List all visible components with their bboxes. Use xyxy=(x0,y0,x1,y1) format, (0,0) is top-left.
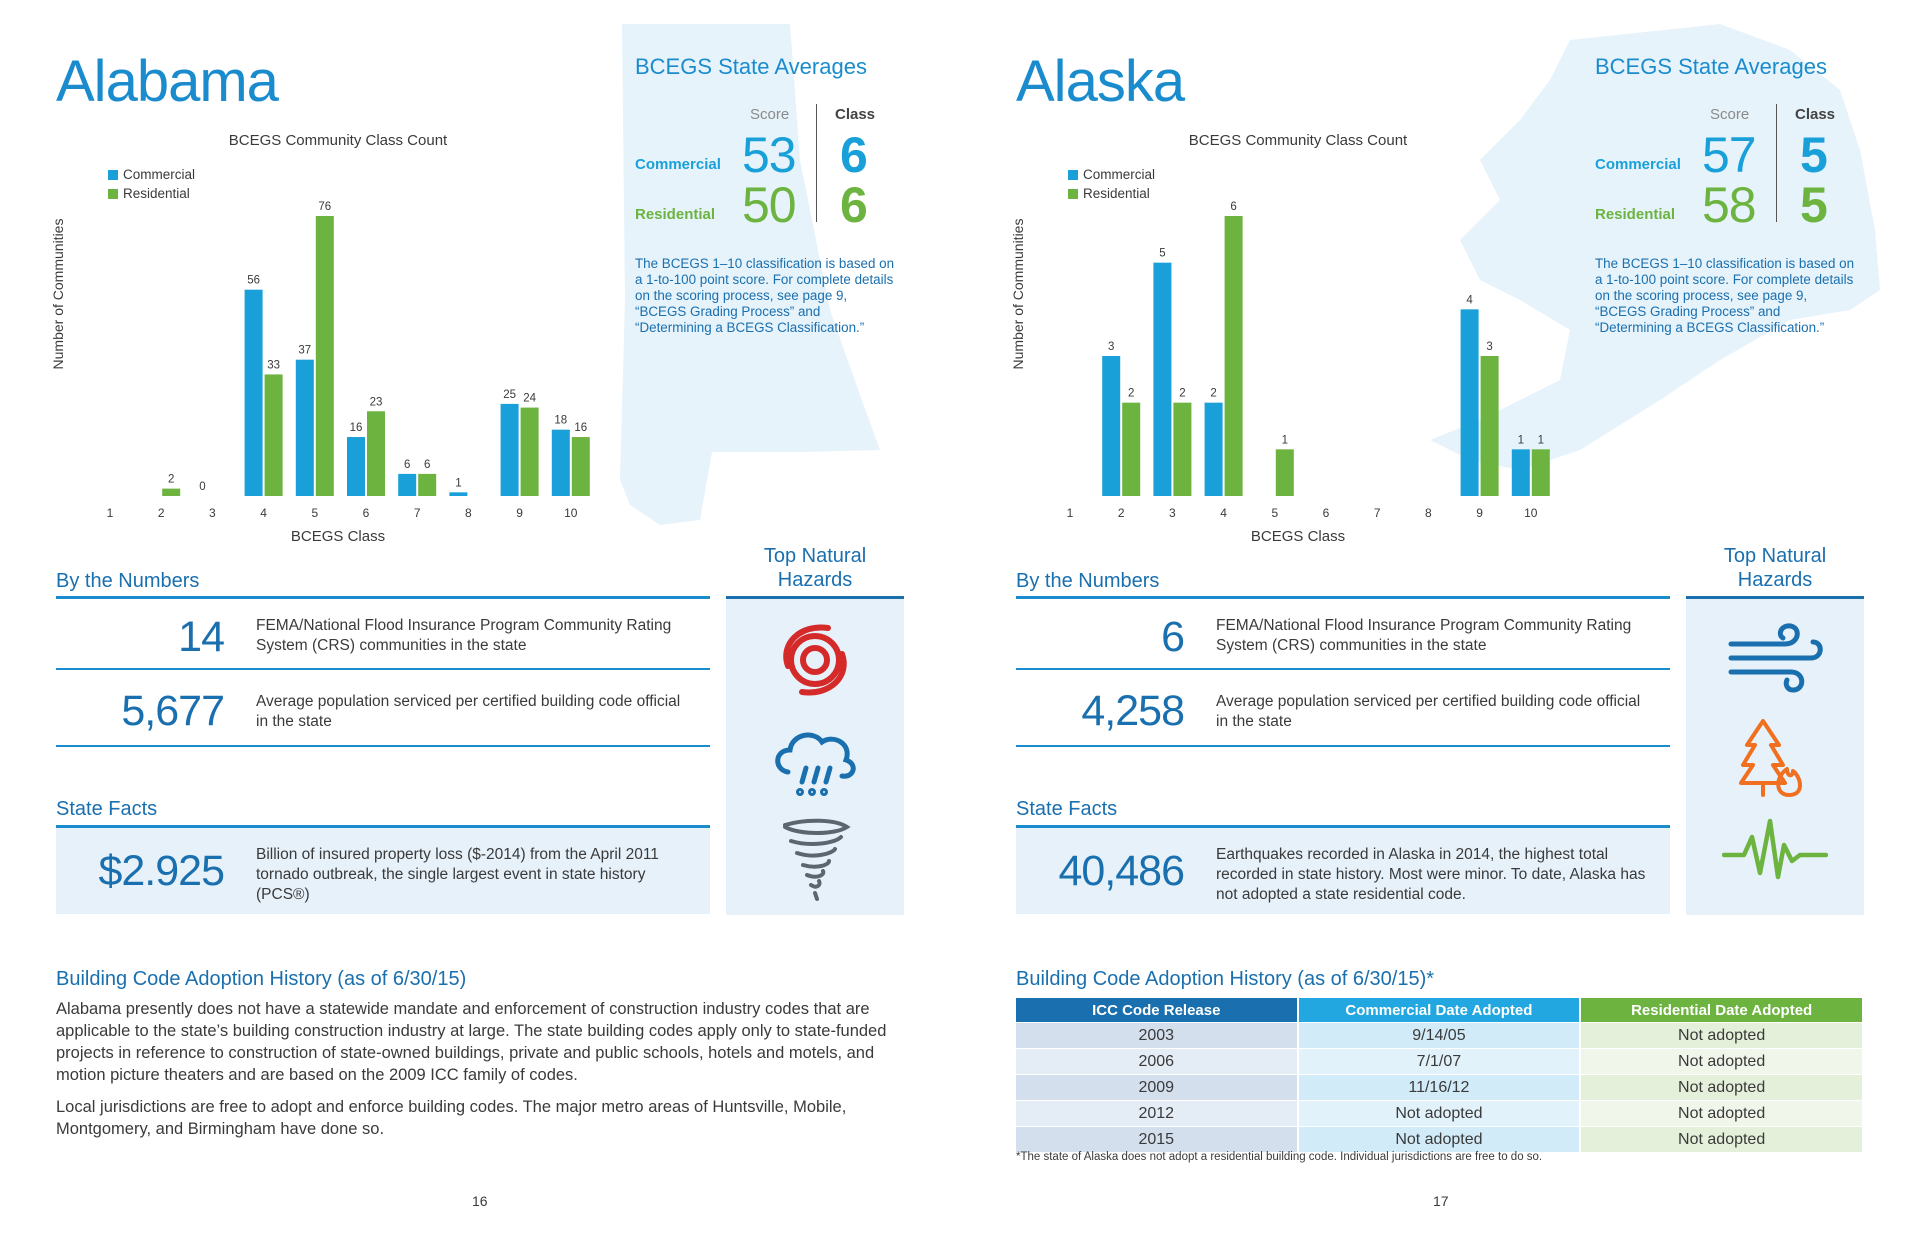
residential-bar xyxy=(1481,356,1499,496)
class-header: Class xyxy=(835,106,876,123)
divider xyxy=(56,745,710,747)
commercial-bar xyxy=(449,492,467,496)
x-tick-label: 10 xyxy=(564,506,578,520)
state-title: Alaska xyxy=(1016,49,1185,114)
data-label: 16 xyxy=(349,422,363,435)
table-row xyxy=(1016,1075,1863,1101)
table-cell: 9/14/05 xyxy=(1298,1023,1581,1049)
history-paragraph-1: Alabama presently does not have a statewide mandate and enforcement of construction industry codes that are applicable to the state’s building construction industry at large. The state building codes apply only to state-funded projects in reference to construction of state-owned buildings, private and public schools, hotels and motels, and motion picture theaters and are based on the 2009 ICC family of codes. xyxy=(56,1000,887,1084)
x-tick-label: 9 xyxy=(516,506,523,520)
page-alaska xyxy=(960,0,1920,1242)
data-label: 4 xyxy=(1466,294,1473,307)
commercial-label: Commercial xyxy=(635,156,721,173)
data-label: 3 xyxy=(1107,341,1115,353)
state-fact-desc: Billion of insured property loss ($-2014) from the April 2011 tornado outbreak, the single largest event in state history (PCS®) xyxy=(256,846,659,903)
table-cell: Not adopted xyxy=(1298,1101,1581,1127)
tornado-icon xyxy=(775,815,855,905)
residential-bar xyxy=(418,474,436,496)
residential-bar xyxy=(265,374,283,496)
x-tick-label: 10 xyxy=(1524,506,1538,520)
state-facts-title: State Facts xyxy=(1016,798,1118,820)
averages-note: The BCEGS 1–10 classification is based on a 1-to-100 point score. For complete details on the scoring process, see page 9, “BCEGS Grading Process” and “Determining a BCEGS Classification.” xyxy=(635,256,895,335)
divider xyxy=(1016,668,1670,670)
data-label: 6 xyxy=(1230,201,1237,213)
wildfire-icon xyxy=(1735,715,1815,805)
table-row xyxy=(1016,1127,1863,1153)
commercial-bar xyxy=(1102,356,1120,496)
data-label: 1 xyxy=(1281,434,1289,447)
legend-label: Residential xyxy=(1083,186,1150,201)
residential-class: 6 xyxy=(840,177,868,233)
chart-title: BCEGS Community Class Count xyxy=(1188,132,1408,149)
data-label: 1 xyxy=(1517,434,1525,447)
data-label: 6 xyxy=(423,458,431,471)
population-desc: Average population serviced per certified building code official in the state xyxy=(1216,693,1641,730)
data-label: 24 xyxy=(523,392,536,405)
table-cell: 7/1/07 xyxy=(1298,1049,1581,1075)
state-facts-title: State Facts xyxy=(56,798,158,820)
divider xyxy=(1016,745,1670,747)
class-count-chart-alaska xyxy=(1000,126,1580,546)
x-tick-label: 1 xyxy=(106,506,114,520)
population-value: 5,677 xyxy=(121,687,224,735)
residential-label: Residential xyxy=(1595,206,1676,223)
crs-count-value: 14 xyxy=(178,613,224,661)
x-tick-label: 5 xyxy=(311,506,319,520)
legend-swatch xyxy=(1068,170,1078,180)
history-title: Building Code Adoption History (as of 6/30/15)* xyxy=(1016,968,1435,990)
data-label: 5 xyxy=(1159,247,1166,260)
history-title: Building Code Adoption History (as of 6/30/15) xyxy=(56,968,467,990)
x-tick-label: 8 xyxy=(465,506,472,520)
x-tick-label: 3 xyxy=(209,506,216,520)
table-header-commercial: Commercial Date Adopted xyxy=(1298,998,1581,1023)
legend-swatch xyxy=(108,189,118,199)
x-axis-label: BCEGS Class xyxy=(1250,528,1346,545)
data-label: 2 xyxy=(167,473,175,486)
x-tick-label: 2 xyxy=(1117,506,1125,520)
averages-divider xyxy=(1776,104,1777,222)
x-tick-label: 8 xyxy=(1425,506,1432,520)
residential-bar xyxy=(367,411,385,496)
data-label: 1 xyxy=(455,477,462,490)
legend-swatch xyxy=(108,170,118,180)
x-tick-label: 9 xyxy=(1476,506,1483,520)
data-label: 16 xyxy=(574,422,588,435)
page-number: 16 xyxy=(472,1193,488,1209)
state-fact-desc: Earthquakes recorded in Alaska in 2014, the highest total recorded in state history. Most were minor. To date, Alaska has not adopted a state residential code. xyxy=(1216,846,1646,903)
data-label: 0 xyxy=(199,481,206,493)
data-label: 25 xyxy=(503,388,516,401)
commercial-bar xyxy=(501,404,519,496)
divider xyxy=(56,596,710,599)
commercial-score: 53 xyxy=(742,127,796,183)
x-tick-label: 7 xyxy=(413,506,421,520)
commercial-bar xyxy=(1153,263,1171,496)
table-cell: 2015 xyxy=(1016,1127,1298,1153)
table-row xyxy=(1016,1023,1863,1049)
population-value: 4,258 xyxy=(1081,687,1184,735)
table-cell: 2012 xyxy=(1016,1101,1298,1127)
table-cell: Not adopted xyxy=(1580,1075,1863,1101)
hurricane-icon xyxy=(770,620,860,700)
legend-swatch xyxy=(1068,189,1078,199)
earthquake-icon xyxy=(1722,815,1828,885)
state-fact-value: $2.925 xyxy=(98,847,224,895)
data-label: 2 xyxy=(1179,387,1186,400)
crs-count-value: 6 xyxy=(1161,613,1184,661)
x-tick-label: 4 xyxy=(1220,506,1227,520)
legend-label: Residential xyxy=(123,186,190,201)
commercial-class: 5 xyxy=(1800,127,1828,183)
commercial-bar xyxy=(245,290,263,496)
averages-divider xyxy=(816,104,817,222)
residential-bar xyxy=(1532,449,1550,496)
data-label: 33 xyxy=(267,359,280,372)
table-row xyxy=(1016,1049,1863,1075)
commercial-bar xyxy=(552,430,570,496)
table-header-icc: ICC Code Release xyxy=(1016,998,1298,1023)
residential-bar xyxy=(1173,403,1191,496)
commercial-bar xyxy=(1512,449,1530,496)
data-label: 3 xyxy=(1486,341,1493,353)
residential-bar xyxy=(162,489,180,496)
table-cell: Not adopted xyxy=(1298,1127,1581,1153)
population-desc: Average population serviced per certified building code official in the state xyxy=(256,693,681,730)
legend-label: Commercial xyxy=(123,167,196,182)
residential-score: 50 xyxy=(742,177,796,233)
table-header-residential: Residential Date Adopted xyxy=(1580,998,1863,1023)
averages-title: BCEGS State Averages xyxy=(635,54,867,79)
table-cell: 11/16/12 xyxy=(1298,1075,1581,1101)
y-axis-label: Number of Communities xyxy=(1010,218,1026,370)
x-tick-label: 3 xyxy=(1169,506,1176,520)
commercial-class: 6 xyxy=(840,127,868,183)
residential-bar xyxy=(1276,449,1294,496)
residential-bar xyxy=(316,216,334,496)
residential-bar xyxy=(572,437,590,496)
state-fact-value: 40,486 xyxy=(1058,847,1184,895)
data-label: 56 xyxy=(247,274,260,287)
table-cell: Not adopted xyxy=(1580,1049,1863,1075)
crs-count-desc: FEMA/National Flood Insurance Program Community Rating System (CRS) communities in the state xyxy=(1216,617,1632,654)
table-cell: Not adopted xyxy=(1580,1023,1863,1049)
y-axis-label: Number of Communities xyxy=(50,218,66,370)
data-label: 2 xyxy=(1210,387,1217,400)
hazards-title: Top Natural Hazards xyxy=(1723,545,1827,591)
x-tick-label: 2 xyxy=(157,506,165,520)
data-label: 1 xyxy=(1537,434,1545,447)
table-cell: Not adopted xyxy=(1580,1127,1863,1153)
x-axis-label: BCEGS Class xyxy=(290,528,386,545)
divider xyxy=(1016,596,1670,599)
class-count-chart-alabama xyxy=(40,126,620,546)
adoption-history-table xyxy=(1016,998,1864,1152)
commercial-bar xyxy=(296,360,314,496)
residential-class: 5 xyxy=(1800,177,1828,233)
by-numbers-title: By the Numbers xyxy=(56,570,200,592)
x-tick-label: 1 xyxy=(1066,506,1074,520)
score-header: Score xyxy=(750,106,790,123)
averages-title: BCEGS State Averages xyxy=(1595,54,1827,79)
table-footnote: *The state of Alaska does not adopt a residential building code. Individual jurisdictions are free to do so. xyxy=(1016,1151,1543,1163)
commercial-bar xyxy=(1205,403,1223,496)
table-row xyxy=(1016,1101,1863,1127)
score-header: Score xyxy=(1710,106,1750,123)
data-label: 37 xyxy=(298,344,312,357)
residential-bar xyxy=(521,408,539,496)
residential-score: 58 xyxy=(1702,177,1756,233)
residential-bar xyxy=(1122,403,1140,496)
commercial-bar xyxy=(347,437,365,496)
x-tick-label: 6 xyxy=(1322,506,1330,520)
hazards-title: Top Natural Hazards xyxy=(763,545,867,591)
data-label: 6 xyxy=(403,458,411,471)
divider xyxy=(56,668,710,670)
residential-label: Residential xyxy=(635,206,716,223)
x-tick-label: 7 xyxy=(1373,506,1381,520)
state-title: Alabama xyxy=(56,49,278,114)
commercial-label: Commercial xyxy=(1595,156,1681,173)
chart-title: BCEGS Community Class Count xyxy=(228,132,448,149)
commercial-bar xyxy=(398,474,416,496)
by-numbers-title: By the Numbers xyxy=(1016,570,1160,592)
history-paragraph-2: Local jurisdictions are free to adopt and enforce building codes. The major metro areas of Huntsville, Mobile, Montgomery, and Birmingham have done so. xyxy=(56,1098,847,1138)
commercial-score: 57 xyxy=(1702,127,1756,183)
data-label: 2 xyxy=(1127,387,1135,400)
table-cell: 2009 xyxy=(1016,1075,1298,1101)
wind-icon xyxy=(1725,618,1825,698)
table-cell: Not adopted xyxy=(1580,1101,1863,1127)
page-number: 17 xyxy=(1433,1193,1449,1209)
averages-note: The BCEGS 1–10 classification is based on a 1-to-100 point score. For complete details on the scoring process, see page 9, “BCEGS Grading Process” and “Determining a BCEGS Classification.” xyxy=(1595,256,1855,335)
hail-storm-icon xyxy=(770,722,860,802)
crs-count-desc: FEMA/National Flood Insurance Program Community Rating System (CRS) communities in the state xyxy=(256,617,672,654)
data-label: 18 xyxy=(554,414,568,427)
x-tick-label: 5 xyxy=(1271,506,1279,520)
x-tick-label: 4 xyxy=(260,506,267,520)
data-label: 76 xyxy=(318,201,332,213)
commercial-bar xyxy=(1461,309,1479,496)
data-label: 23 xyxy=(369,396,383,409)
table-cell: 2003 xyxy=(1016,1023,1298,1049)
x-tick-label: 6 xyxy=(362,506,370,520)
legend-label: Commercial xyxy=(1083,167,1156,182)
residential-bar xyxy=(1225,216,1243,496)
class-header: Class xyxy=(1795,106,1836,123)
table-cell: 2006 xyxy=(1016,1049,1298,1075)
